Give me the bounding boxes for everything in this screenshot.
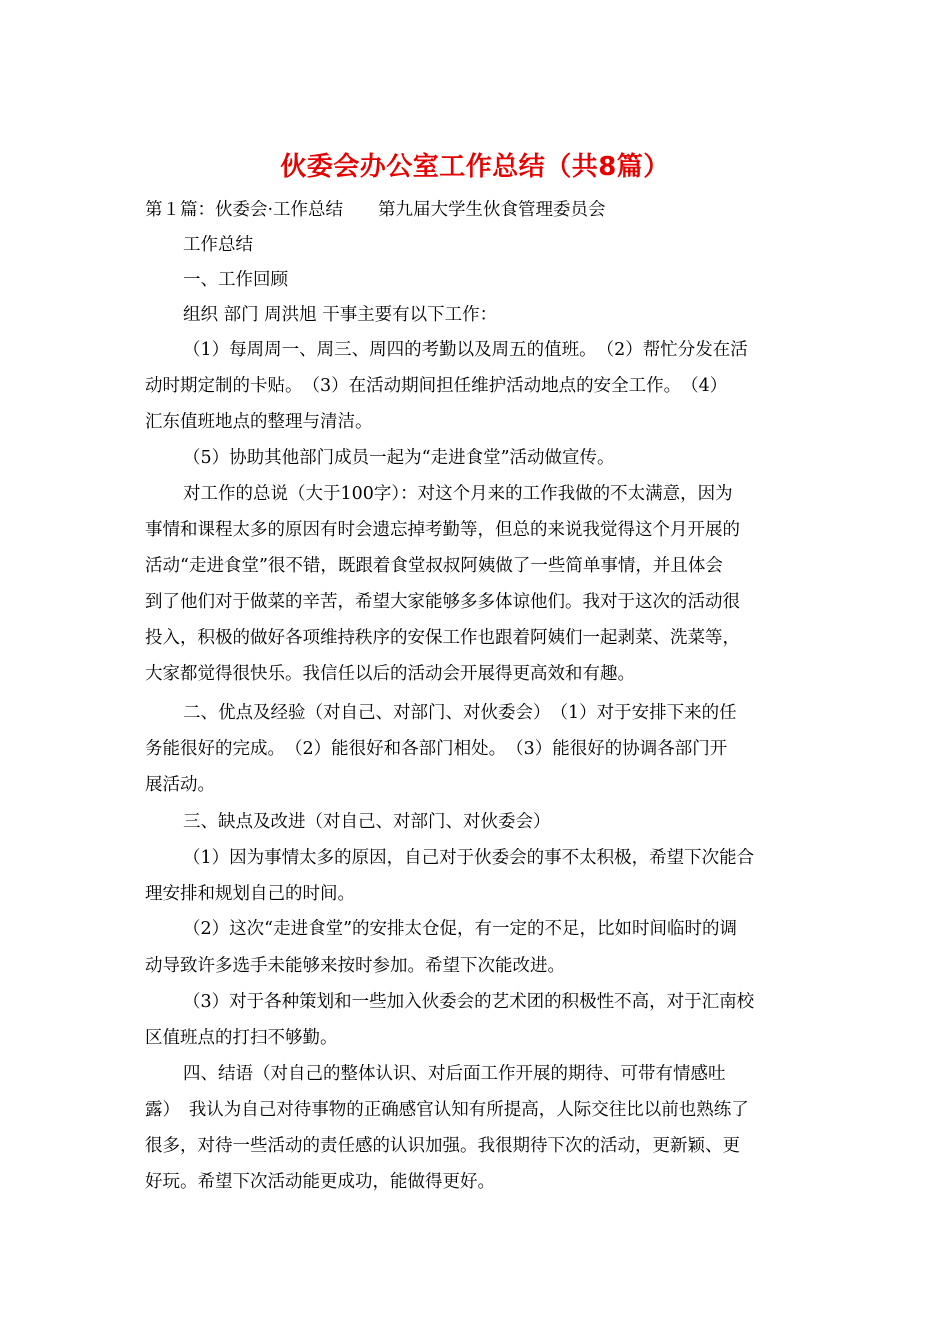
text-line: （5）协助其他部门成员一起为“走进食堂”活动做宣传。 xyxy=(183,448,615,468)
text-line: 很多，对待一些活动的责任感的认识加强。我很期待下次的活动，更新颖、更 xyxy=(145,1136,740,1156)
text-line: 汇东值班地点的整理与清洁。 xyxy=(145,412,373,432)
text-line: （1）每周周一、周三、周四的考勤以及周五的值班。 （2）帮忙分发在活 xyxy=(183,340,748,360)
document-title: 伙委会办公室工作总结（共8篇） xyxy=(280,152,670,182)
text-line: 第１篇：伙委会·工作总结 第九届大学生伙食管理委员会 xyxy=(145,200,606,220)
text-line: （2）这次“走进食堂”的安排太仓促，有一定的不足，比如时间临时的调 xyxy=(183,919,738,939)
text-line: 区值班点的打扫不够勤。 xyxy=(145,1028,338,1048)
text-line: 二、优点及经验（对自己、对部门、对伙委会） （1）对于安排下来的任 xyxy=(183,703,737,723)
text-line: （3）对于各种策划和一些加入伙委会的艺术团的积极性不高，对于汇南校 xyxy=(183,992,755,1012)
text-line: （1）因为事情太多的原因，自己对于伙委会的事不太积极，希望下次能合 xyxy=(183,848,755,868)
text-line: 到了他们对于做菜的辛苦，希望大家能够多多体谅他们。我对于这次的活动很 xyxy=(145,592,740,612)
text-line: 务能很好的完成。 （2）能很好和各部门相处。 （3）能很好的协调各部门开 xyxy=(145,739,728,759)
text-line: 事情和课程太多的原因有时会遗忘掉考勤等，但总的来说我觉得这个月开展的 xyxy=(145,520,740,540)
text-line: 活动“走进食堂”很不错，既跟着食堂叔叔阿姨做了一些简单事情，并且体会 xyxy=(145,556,723,576)
text-line: 大家都觉得很快乐。我信任以后的活动会开展得更高效和有趣。 xyxy=(145,664,635,684)
text-line: 一、工作回顾 xyxy=(183,270,288,290)
text-line: 对工作的总说（大于100字）：对这个月来的工作我做的不太满意，因为 xyxy=(183,484,733,504)
text-line: 露） 我认为自己对待事物的正确感官认知有所提高，人际交往比以前也熟练了 xyxy=(145,1100,749,1120)
text-line: 展活动。 xyxy=(145,775,215,795)
text-line: 动导致许多选手未能够来按时参加。希望下次能改进。 xyxy=(145,956,565,976)
text-line: 理安排和规划自己的时间。 xyxy=(145,884,355,904)
text-line: 组织 部门 周洪旭 干事主要有以下工作： xyxy=(183,305,498,325)
text-line: 好玩。希望下次活动能更成功，能做得更好。 xyxy=(145,1172,495,1192)
text-line: 动时期定制的卡贴。 （3）在活动期间担任维护活动地点的安全工作。 （4） xyxy=(145,376,728,396)
text-line: 三、缺点及改进（对自己、对部门、对伙委会） xyxy=(183,812,551,832)
text-line: 四、结语（对自己的整体认识、对后面工作开展的期待、可带有情感吐 xyxy=(183,1064,726,1084)
text-line: 投入，积极的做好各项维持秩序的安保工作也跟着阿姨们一起剥菜、洗菜等， xyxy=(145,628,740,648)
text-line: 工作总结 xyxy=(183,235,253,255)
